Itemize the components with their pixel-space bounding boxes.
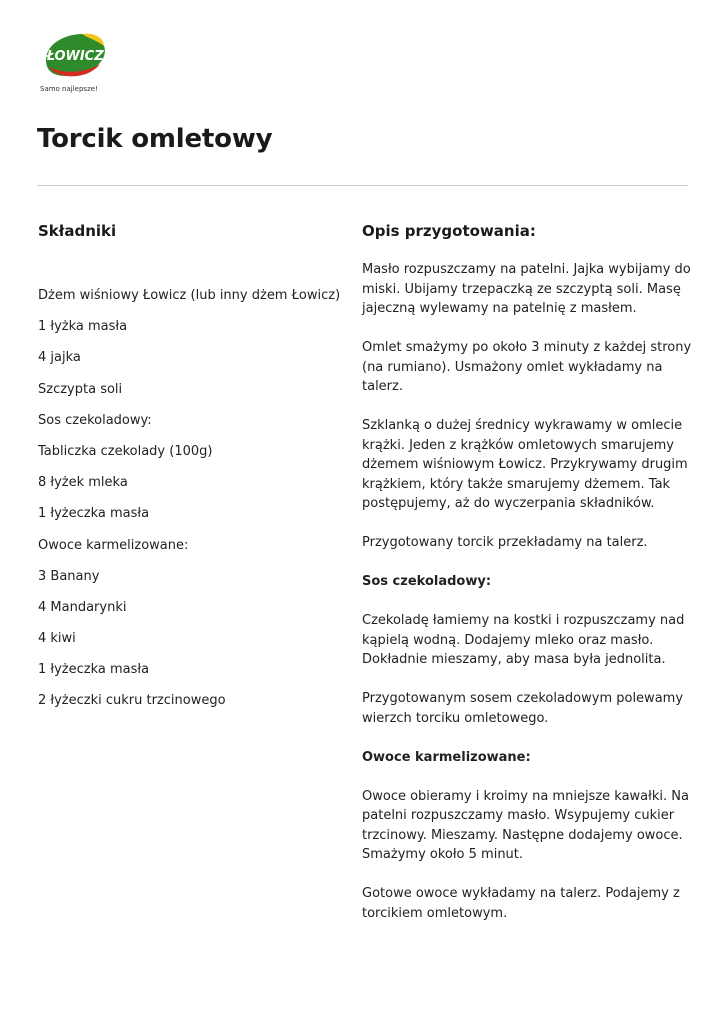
ingredient-item: 4 jajka: [38, 350, 81, 366]
ingredient-item: Sos czekoladowy:: [38, 412, 152, 428]
preparation-paragraph: Szklanką o dużej średnicy wykrawamy w omlecie krążki. Jeden z krążków omletowych smarujemy dżemem wiśniowym Łowicz. Przykrywamy drugim krążkiem, który także smarujemy dżemem. Tak postępujemy, aż do wyczerpania składników.: [362, 418, 688, 511]
lowicz-logo-icon: [38, 30, 118, 86]
ingredient-item: Szczypta soli: [38, 381, 123, 397]
brand-tagline: Samo najlepsze!: [40, 85, 98, 93]
preparation-paragraph: Owoce obieramy i kroimy na mniejsze kawałki. Na patelni rozpuszczamy masło. Wsypujemy cukier trzcinowy. Mieszamy. Następne dodajemy owoce. Smażymy około 5 minut.: [362, 788, 689, 862]
ingredients-section: [38, 220, 341, 709]
ingredients-list: [38, 286, 341, 723]
ingredient-item: 1 łyżeczka masła: [38, 662, 150, 678]
preparation-paragraph: Masło rozpuszczamy na patelni. Jajka wybijamy do miski. Ubijamy trzepaczką ze szczyptą soli. Masę jajeczną wylewamy na patelnię z masłem.: [362, 262, 691, 316]
ingredient-item: Dżem wiśniowy Łowicz (lub inny dżem Łowicz): [38, 288, 341, 303]
ingredient-item: Owoce karmelizowane:: [38, 537, 189, 553]
preparation-section: [362, 220, 692, 921]
page-title: Torcik omletowy: [37, 124, 273, 154]
preparation-steps: [362, 260, 692, 943]
preparation-subheading: Owoce karmelizowane:: [362, 749, 531, 765]
ingredient-item: 2 łyżeczki cukru trzcinowego: [38, 693, 226, 709]
ingredient-item: Tabliczka czekolady (100g): [38, 443, 213, 459]
ingredient-item: 1 łyżeczka masła: [38, 506, 150, 522]
ingredient-item: 1 łyżka masła: [38, 319, 128, 335]
preparation-subheading: Sos czekoladowy:: [362, 574, 492, 589]
ingredient-item: 4 Mandarynki: [38, 599, 127, 615]
preparation-paragraph: Czekoladę łamiemy na kostki i rozpuszczamy nad kąpielą wodną. Dodajemy mleko oraz masło. Dokładnie mieszamy, aby masa była jednolita.: [362, 613, 685, 667]
logo-text: ŁOWICZ: [46, 49, 104, 64]
preparation-paragraph: Omlet smażymy po około 3 minuty z każdej strony (na rumiano). Usmażony omlet wykładamy na talerz.: [362, 340, 692, 394]
preparation-heading: Opis przygotowania:: [362, 222, 536, 240]
preparation-paragraph: Przygotowany torcik przekładamy na talerz.: [362, 535, 648, 550]
preparation-paragraph: Gotowe owoce wykładamy na talerz. Podajemy z torcikiem omletowym.: [362, 886, 680, 921]
divider: [37, 185, 688, 186]
ingredient-item: 8 łyżek mleka: [38, 475, 128, 491]
ingredient-item: 4 kiwi: [38, 631, 76, 647]
ingredients-heading: Składniki: [38, 222, 117, 240]
ingredient-item: 3 Banany: [38, 568, 100, 584]
preparation-paragraph: Przygotowanym sosem czekoladowym polewamy wierzch torciku omletowego.: [362, 691, 684, 726]
